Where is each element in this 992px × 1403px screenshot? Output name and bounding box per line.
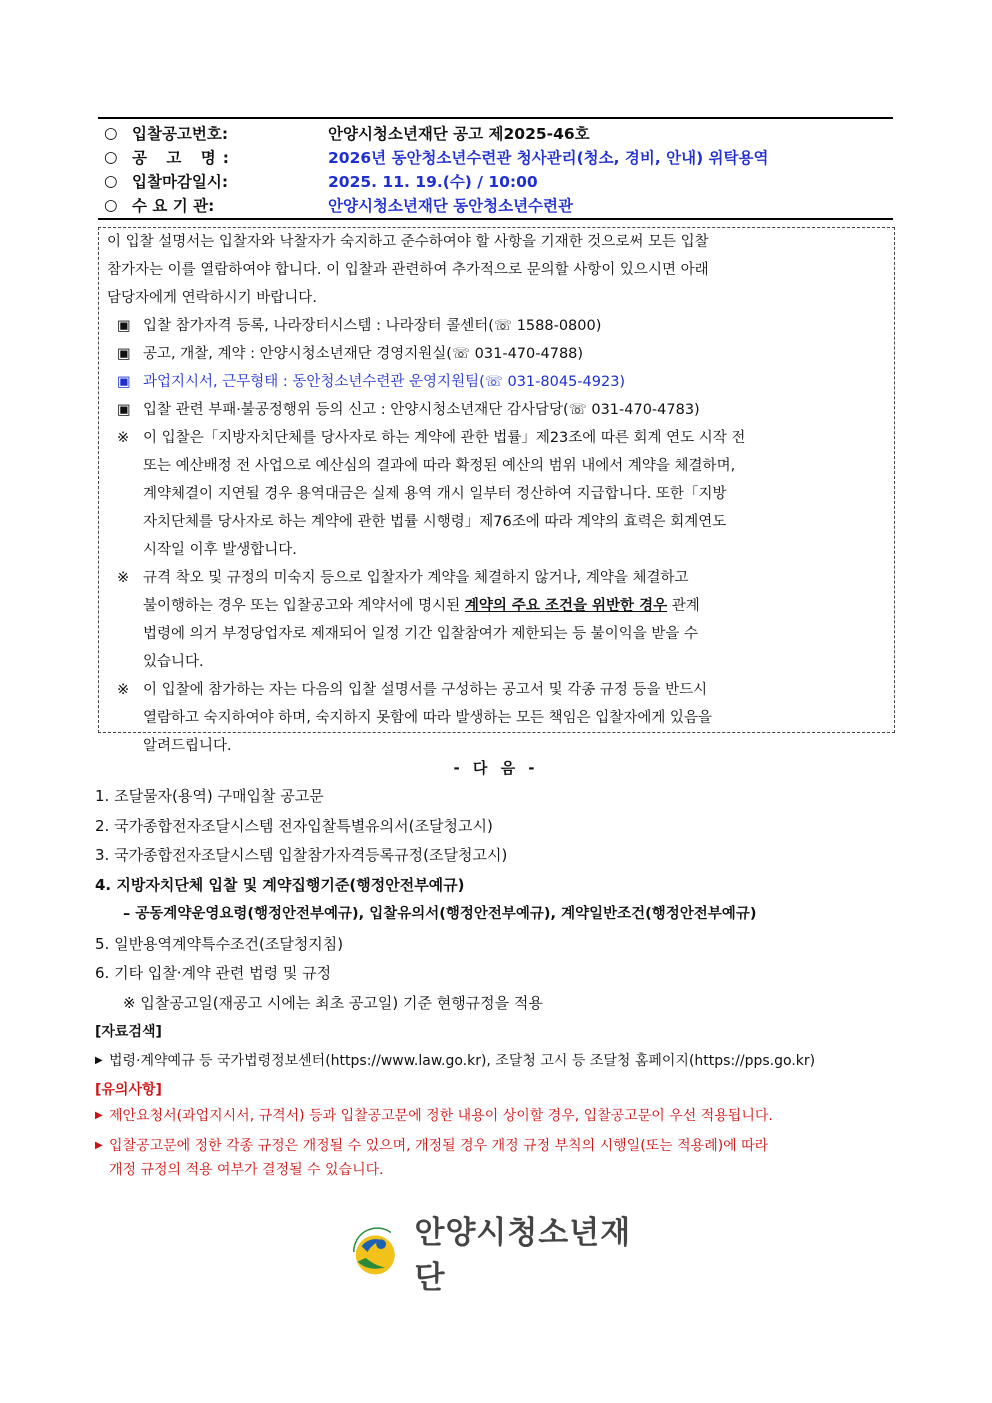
contact-text: 공고, 개찰, 계약 : 안양시청소년재단 경영지원실(☏ 031-470-4788) [143, 346, 584, 362]
foundation-logo [346, 1215, 656, 1296]
note-line-part: 불이행하는 경우 또는 입찰공고와 계약서에 명시된 [143, 598, 465, 614]
demand-agency: 안양시청소년재단 동안청소년수련관 [328, 197, 573, 215]
note-mark: ※ [117, 682, 130, 698]
list-item: 1. 조달물자(용역) 구매입찰 공고문 [95, 787, 324, 805]
caution-heading: [유의사항] [95, 1082, 162, 1098]
contact-item [107, 340, 887, 368]
note-mark: ※ [117, 570, 130, 586]
caution-line: 입찰공고문에 정한 각종 규정은 개정될 수 있으며, 개정될 경우 개정 규정 부칙의 시행일(또는 적용례)에 따라 [109, 1138, 769, 1154]
notice-box [98, 227, 895, 754]
announcement-header [98, 117, 893, 220]
contact-item [107, 368, 887, 396]
intro-paragraph [107, 228, 887, 312]
circle-bullet: ○ [104, 196, 118, 214]
header-row-agency [98, 193, 893, 217]
note-line: 또는 예산배정 전 사업으로 예산심의 결과에 따라 확정된 예산의 범위 내에서 계약을 체결하며, [143, 458, 736, 474]
note-line: 이 입찰에 참가하는 자는 다음의 입찰 설명서를 구성하는 공고서 및 각종 규정 등을 반드시 [143, 682, 708, 698]
emphasized-condition: 계약의 주요 조건을 위반한 경우 [464, 598, 668, 614]
section-divider-heading: - 다 음 - [453, 759, 539, 777]
reference-heading: [자료검색] [95, 1024, 162, 1040]
contact-text: 입찰 참가자격 등록, 나라장터시스템 : 나라장터 콜센터(☏ 1588-0800) [143, 318, 602, 334]
square-bullet-icon: ▣ [117, 374, 131, 390]
announcement-title: 2026년 동안청소년수련관 청사관리(청소, 경비, 안내) 위탁용역 [328, 149, 769, 167]
note-budget [107, 424, 887, 564]
circle-bullet: ○ [104, 148, 118, 166]
list-item: 4. 지방자치단체 입찰 및 계약집행기준(행정안전부예규) [95, 875, 465, 894]
contact-item [107, 396, 887, 424]
square-bullet-icon: ▣ [117, 346, 131, 362]
list-item: 3. 국가종합전자조달시스템 입찰참가자격등록규정(조달청고시) [95, 846, 508, 864]
note-line: 법령에 의거 부정당업자로 제재되어 일정 기간 입찰참여가 제한되는 등 불이익을 받을 수 [143, 626, 698, 642]
triangle-bullet-icon: ▶ [95, 1140, 103, 1151]
bid-deadline: 2025. 11. 19.(수) / 10:00 [328, 173, 538, 191]
reference-text: 법령·계약예규 등 국가법령정보센터(https://www.law.go.kr), 조달청 고시 등 조달청 홈페이지(https://pps.go.kr) [109, 1053, 816, 1069]
note-sanction [107, 564, 887, 676]
note-line: 자치단체를 당사자로 하는 계약에 관한 법률 시행령」제76조에 따라 계약의 효력은 회계연도 [143, 514, 727, 530]
foundation-emblem-icon [346, 1222, 405, 1282]
note-line-part: 관계 [667, 598, 700, 614]
list-subnote: ※ 입찰공고일(재공고 시에는 최초 공고일) 기준 현행규정을 적용 [123, 993, 543, 1012]
square-bullet-icon: ▣ [117, 402, 131, 418]
note-text [143, 676, 712, 760]
caution-item [95, 1134, 895, 1182]
contact-item [107, 312, 887, 340]
header-row-number [98, 121, 893, 145]
intro-line: 담당자에게 연락하시기 바랍니다. [107, 290, 317, 306]
intro-line: 이 입찰 설명서는 입찰자와 낙찰자가 숙지하고 준수하여야 할 사항을 기재한 것으로써 모든 입찰 [107, 234, 709, 250]
list-item: 2. 국가종합전자조달시스템 전자입찰특별유의서(조달청고시) [95, 816, 493, 835]
square-bullet-icon: ▣ [117, 318, 131, 334]
note-line: 열람하고 숙지하여야 하며, 숙지하지 못함에 따라 발생하는 모든 책임은 입찰자에게 있음을 [143, 710, 712, 726]
header-key: 공 고 명: [132, 149, 236, 167]
note-line: 시작일 이후 발생합니다. [143, 542, 297, 558]
header-key: 수 요 기 관: [132, 197, 215, 215]
circle-bullet: ○ [104, 172, 118, 190]
note-line [143, 592, 700, 620]
triangle-bullet-icon: ▶ [95, 1055, 103, 1066]
header-row-title [98, 145, 893, 169]
header-key: 입찰마감일시: [132, 173, 229, 191]
note-line: 이 입찰은「지방자치단체를 당사자로 하는 계약에 관한 법률」제23조에 따른 회계 연도 시작 전 [143, 430, 746, 446]
caution-text: 제안요청서(과업지시서, 규격서) 등과 입찰공고문에 정한 내용이 상이할 경우, 입찰공고문이 우선 적용됩니다. [109, 1108, 773, 1124]
note-line: 계약체결이 지연될 경우 용역대금은 실제 용역 개시 일부터 정산하여 지급합니다. 또한「지방 [143, 486, 727, 502]
documents-list [95, 782, 895, 1182]
circle-bullet: ○ [104, 124, 118, 142]
announcement-number: 안양시청소년재단 공고 제2025-46호 [328, 125, 590, 143]
list-item: 5. 일반용역계약특수조건(조달청지침) [95, 934, 344, 953]
caution-text [109, 1134, 768, 1182]
list-subitem: – 공동계약운영요령(행정안전부예규), 입찰유의서(행정안전부예규), 계약일반조건(행정안전부예규) [123, 906, 757, 922]
note-text [143, 424, 745, 564]
contact-text: 과업지시서, 근무형태 : 동안청소년수련관 운영지원팀(☏ 031-8045-4923) [143, 374, 626, 390]
note-line: 있습니다. [143, 654, 204, 670]
reference-item [95, 1046, 895, 1076]
note-line: 규격 착오 및 규정의 미숙지 등으로 입찰자가 계약을 체결하지 않거나, 계약을 체결하고 [143, 570, 689, 586]
note-text [143, 564, 700, 676]
header-key: 입찰공고번호: [132, 125, 229, 143]
intro-line: 참가자는 이를 열람하여야 합니다. 이 입찰과 관련하여 추가적으로 문의할 사항이 있으시면 아래 [107, 262, 709, 278]
triangle-bullet-icon: ▶ [95, 1110, 103, 1121]
list-item: 6. 기타 입찰·계약 관련 법령 및 규정 [95, 964, 332, 982]
caution-item [95, 1104, 895, 1128]
foundation-name: 안양시청소년재단 [414, 1215, 632, 1296]
note-mark: ※ [117, 430, 130, 446]
header-row-deadline [98, 169, 893, 193]
caution-line: 개정 규정의 적용 여부가 결정될 수 있습니다. [109, 1162, 384, 1178]
note-responsibility [107, 676, 887, 760]
note-line: 알려드립니다. [143, 738, 232, 754]
contact-text: 입찰 관련 부패·불공정행위 등의 신고 : 안양시청소년재단 감사담당(☏ 031-470-4783) [143, 402, 700, 418]
